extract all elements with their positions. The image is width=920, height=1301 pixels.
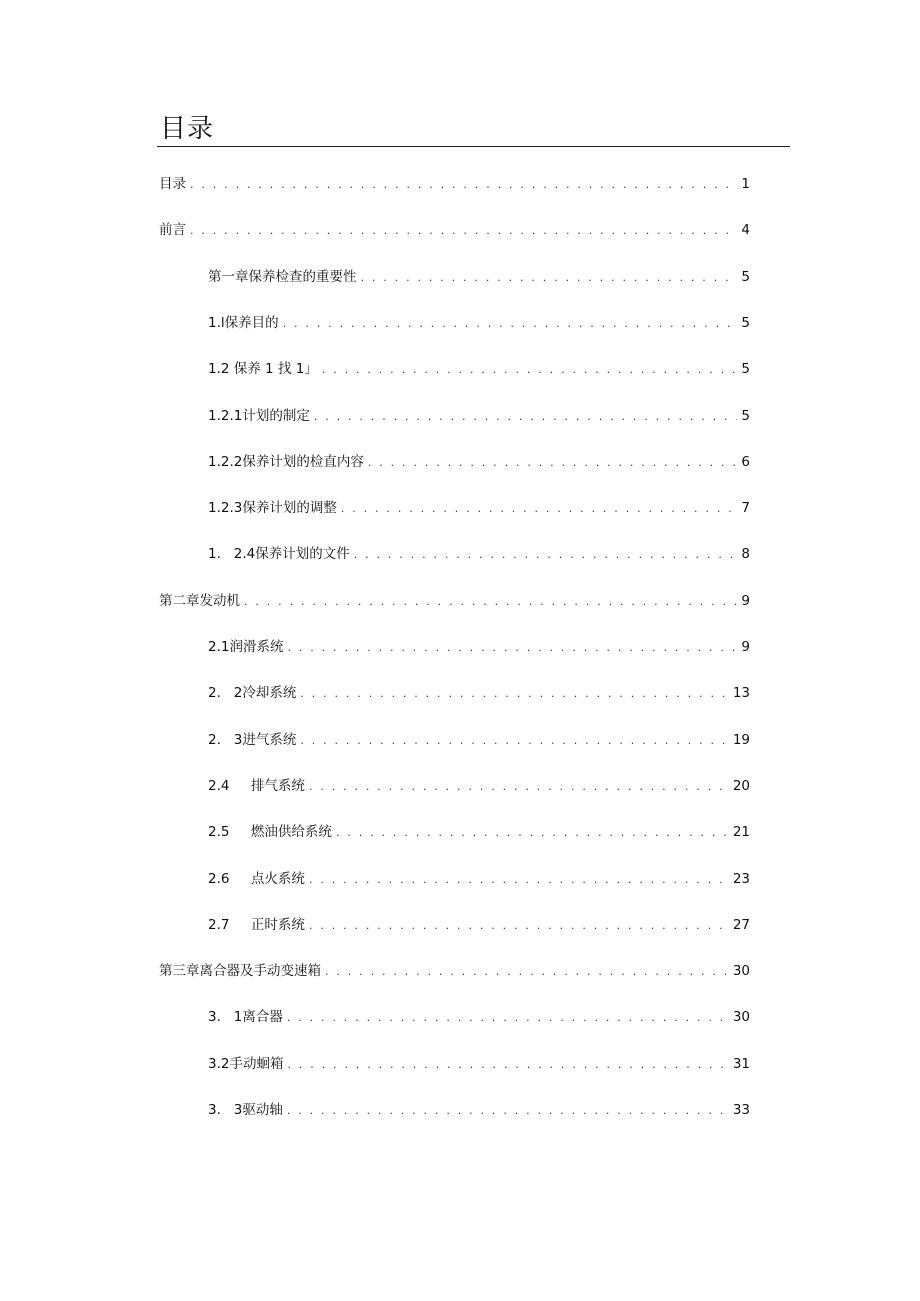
toc-dot-leader bbox=[341, 498, 738, 520]
toc-dot-leader bbox=[287, 637, 737, 659]
toc-entry[interactable] bbox=[208, 405, 750, 427]
toc-entry[interactable] bbox=[159, 219, 750, 241]
toc-dot-leader bbox=[300, 683, 728, 705]
toc-page-number: 13 bbox=[732, 685, 750, 701]
toc-dot-leader bbox=[287, 1007, 729, 1029]
toc-entry-label: 2.6 点火系统 bbox=[208, 871, 305, 887]
toc-entry-label: 第一章保养检查的重要性 bbox=[208, 269, 357, 285]
toc-entry-label: 1.l保养目的 bbox=[208, 315, 279, 331]
toc-entry-label: 1.2.3保养计划的调整 bbox=[208, 500, 337, 516]
toc-dot-leader bbox=[190, 220, 737, 242]
toc-dot-leader bbox=[314, 406, 738, 428]
toc-entry-label: 前言 bbox=[159, 222, 186, 238]
page-title: 目录 bbox=[160, 114, 215, 144]
toc-page-number: 31 bbox=[732, 1056, 750, 1072]
toc-page-number: 9 bbox=[741, 639, 750, 655]
toc-entry[interactable] bbox=[208, 682, 750, 704]
toc-dot-leader bbox=[309, 915, 729, 937]
toc-dot-leader bbox=[190, 174, 737, 196]
toc-dot-leader bbox=[322, 359, 738, 381]
toc-entry[interactable] bbox=[208, 821, 750, 843]
title-divider bbox=[157, 146, 790, 147]
toc-entry-label: 1.2.1计划的制定 bbox=[208, 408, 310, 424]
toc-page-number: 4 bbox=[741, 222, 750, 238]
toc-page-number: 8 bbox=[741, 546, 750, 562]
toc-entry[interactable] bbox=[208, 543, 750, 565]
toc-entry-label: 目录 bbox=[159, 176, 186, 192]
toc-entry-label: 1.2 保养 1 找 1」 bbox=[208, 361, 318, 377]
toc-dot-leader bbox=[368, 452, 738, 474]
toc-dot-leader bbox=[300, 730, 728, 752]
toc-page-number: 5 bbox=[741, 408, 750, 424]
toc-entry[interactable] bbox=[159, 590, 750, 612]
toc-dot-leader bbox=[325, 961, 729, 983]
toc-page-number: 30 bbox=[732, 1009, 750, 1025]
toc-entry-label: 3. 3驱动轴 bbox=[208, 1102, 283, 1118]
toc-entry-label: 第二章发动机 bbox=[159, 593, 240, 609]
toc-entry[interactable] bbox=[208, 775, 750, 797]
toc-page-number: 21 bbox=[732, 824, 750, 840]
toc-page-number: 27 bbox=[732, 917, 750, 933]
toc-entry-label: 2. 2冷却系统 bbox=[208, 685, 297, 701]
toc-entry-label: 1. 2.4保养计划的文件 bbox=[208, 546, 350, 562]
toc-entry-label: 2. 3进气系统 bbox=[208, 732, 297, 748]
toc-entry[interactable] bbox=[208, 451, 750, 473]
toc-entry[interactable] bbox=[208, 636, 750, 658]
toc-page-number: 1 bbox=[741, 176, 750, 192]
toc-page-number: 19 bbox=[732, 732, 750, 748]
toc-entry[interactable] bbox=[208, 358, 750, 380]
toc-dot-leader bbox=[283, 313, 738, 335]
toc-entry-label: 3. 1离合器 bbox=[208, 1009, 283, 1025]
toc-entry[interactable] bbox=[159, 960, 750, 982]
toc-page-number: 5 bbox=[741, 269, 750, 285]
toc-entry-label: 第三章离合器及手动变速箱 bbox=[159, 963, 321, 979]
toc-dot-leader bbox=[287, 1100, 729, 1122]
toc-page-number: 30 bbox=[732, 963, 750, 979]
toc-entry[interactable] bbox=[208, 1006, 750, 1028]
toc-entry[interactable] bbox=[208, 497, 750, 519]
toc-dot-leader bbox=[336, 822, 729, 844]
toc-entry[interactable] bbox=[208, 1099, 750, 1121]
toc-dot-leader bbox=[354, 544, 738, 566]
toc-dot-leader bbox=[361, 267, 738, 289]
toc-page-number: 7 bbox=[741, 500, 750, 516]
toc-entry-label: 2.4 排气系统 bbox=[208, 778, 305, 794]
toc-dot-leader bbox=[309, 869, 729, 891]
toc-page-number: 9 bbox=[741, 593, 750, 609]
toc-entry-label: 3.2手动蛔箱 bbox=[208, 1056, 284, 1072]
toc-entry-label: 2.1润滑系统 bbox=[208, 639, 284, 655]
toc-dot-leader bbox=[309, 776, 729, 798]
toc-page-number: 23 bbox=[732, 871, 750, 887]
toc-entry[interactable] bbox=[208, 266, 750, 288]
toc-page-number: 5 bbox=[741, 361, 750, 377]
toc-page-number: 5 bbox=[741, 315, 750, 331]
toc-entry-label: 2.5 燃油供给系统 bbox=[208, 824, 332, 840]
toc-page-number: 20 bbox=[732, 778, 750, 794]
toc-entry[interactable] bbox=[208, 914, 750, 936]
toc-entry[interactable] bbox=[208, 312, 750, 334]
toc-page-number: 6 bbox=[741, 454, 750, 470]
toc-page-number: 33 bbox=[732, 1102, 750, 1118]
toc-entry-label: 1.2.2保养计划的检直内容 bbox=[208, 454, 364, 470]
toc-dot-leader bbox=[287, 1054, 728, 1076]
toc-entry[interactable] bbox=[159, 173, 750, 195]
toc-entry[interactable] bbox=[208, 729, 750, 751]
toc-entry-label: 2.7 正时系统 bbox=[208, 917, 305, 933]
toc-entry[interactable] bbox=[208, 868, 750, 890]
toc-entry[interactable] bbox=[208, 1053, 750, 1075]
toc-dot-leader bbox=[244, 591, 737, 613]
